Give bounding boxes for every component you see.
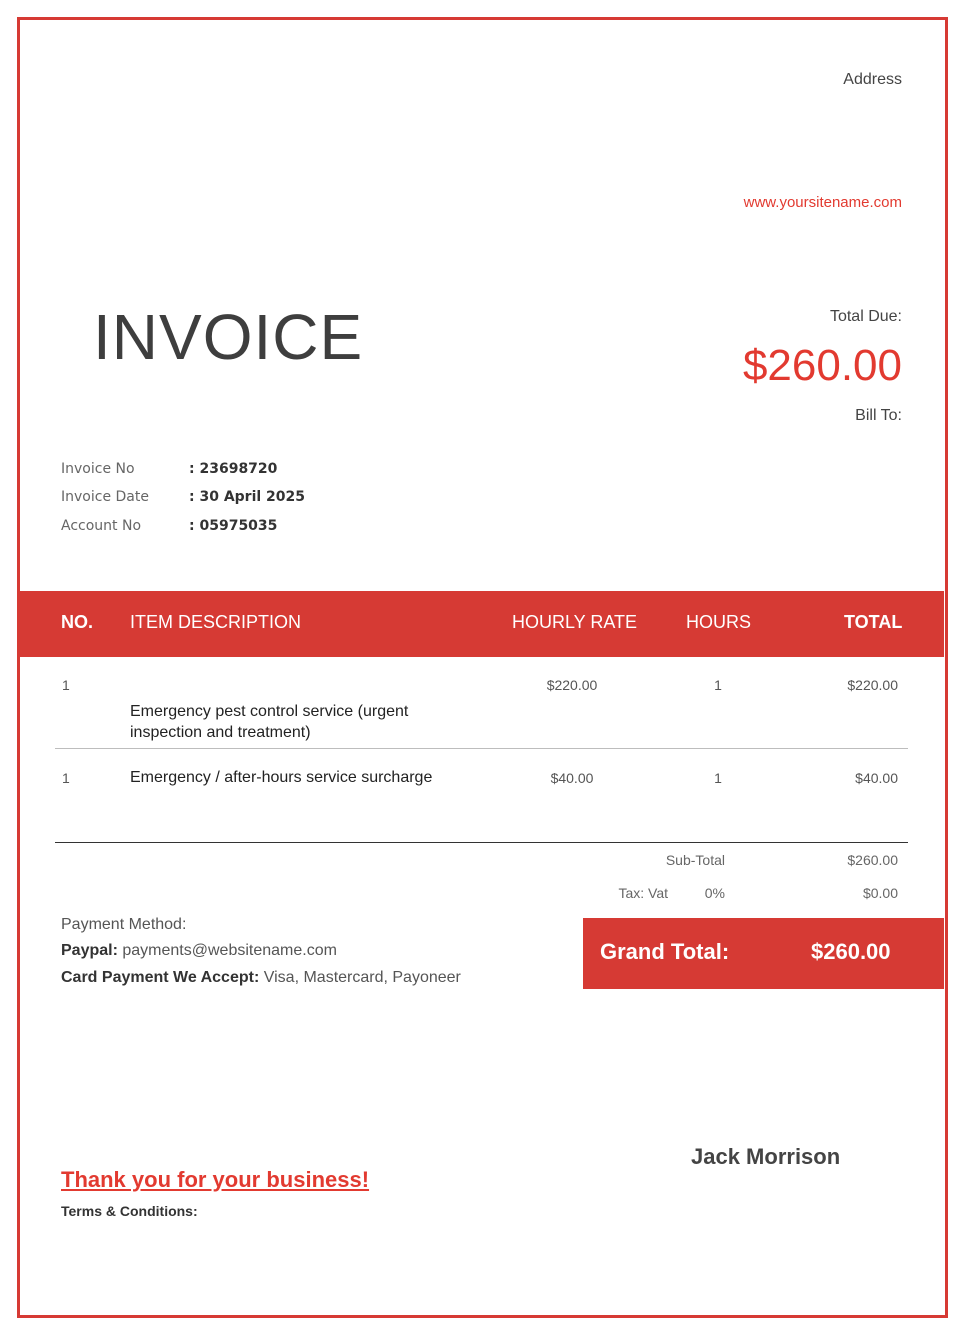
row-description: Emergency / after-hours service surcharge <box>130 769 433 786</box>
invoice-border <box>17 17 948 1318</box>
grand-total-label: Grand Total: <box>600 939 730 964</box>
tax-value: $0.00 <box>862 885 898 901</box>
invoice-date-value: : 30 April 2025 <box>189 489 306 505</box>
tax-rate: 0% <box>704 885 725 901</box>
signature-name: Jack Morrison <box>691 1144 841 1169</box>
row-total: $220.00 <box>847 677 898 693</box>
row-no: 1 <box>62 677 70 693</box>
header-total: TOTAL <box>844 612 903 632</box>
header-no: NO. <box>61 612 94 632</box>
row-hours: 1 <box>714 677 722 693</box>
card-payment-value: Visa, Mastercard, Payoneer <box>263 969 461 986</box>
total-due-amount: $260.00 <box>742 341 902 390</box>
subtotal-label: Sub-Total <box>665 852 725 868</box>
card-payment-line <box>61 969 461 987</box>
terms-label: Terms & Conditions: <box>61 1203 198 1219</box>
table-bottom-divider <box>55 842 908 843</box>
row-total: $40.00 <box>855 770 898 786</box>
bill-to-label: Bill To: <box>855 407 902 424</box>
invoice-number-value: : 23698720 <box>189 461 278 477</box>
invoice-date-label: Invoice Date <box>61 489 149 505</box>
tax-label: Tax: Vat <box>618 885 668 901</box>
thank-you-note: Thank you for your business! <box>61 1167 370 1192</box>
header-description: ITEM DESCRIPTION <box>130 612 302 632</box>
account-number-label: Account No <box>61 518 142 534</box>
website-link[interactable]: www.yoursitename.com <box>743 194 902 211</box>
grand-total-box <box>583 918 944 989</box>
header-hourly-rate: HOURLY RATE <box>512 612 638 632</box>
subtotal-value: $260.00 <box>847 852 898 868</box>
row-description: Emergency pest control service (urgent inspection and treatment) <box>130 703 409 741</box>
row-divider <box>55 748 908 749</box>
total-due-label: Total Due: <box>829 308 902 325</box>
paypal-label: Paypal: <box>61 942 118 959</box>
page-title: INVOICE <box>93 301 364 373</box>
paypal-line <box>61 942 337 960</box>
account-number-value: : 05975035 <box>189 518 278 534</box>
row-no: 1 <box>62 770 70 786</box>
row-rate: $220.00 <box>546 677 598 693</box>
grand-total-value: $260.00 <box>811 939 891 964</box>
table-header <box>17 591 944 657</box>
company-address: Address <box>843 71 902 88</box>
invoice-number-label: Invoice No <box>61 461 135 477</box>
card-payment-label: Card Payment We Accept: <box>61 969 260 986</box>
header-hours: HOURS <box>686 612 752 632</box>
payment-method-heading: Payment Method: <box>61 916 187 933</box>
row-hours: 1 <box>714 770 722 786</box>
paypal-value: payments@websitename.com <box>122 942 337 959</box>
row-rate: $40.00 <box>550 770 594 786</box>
